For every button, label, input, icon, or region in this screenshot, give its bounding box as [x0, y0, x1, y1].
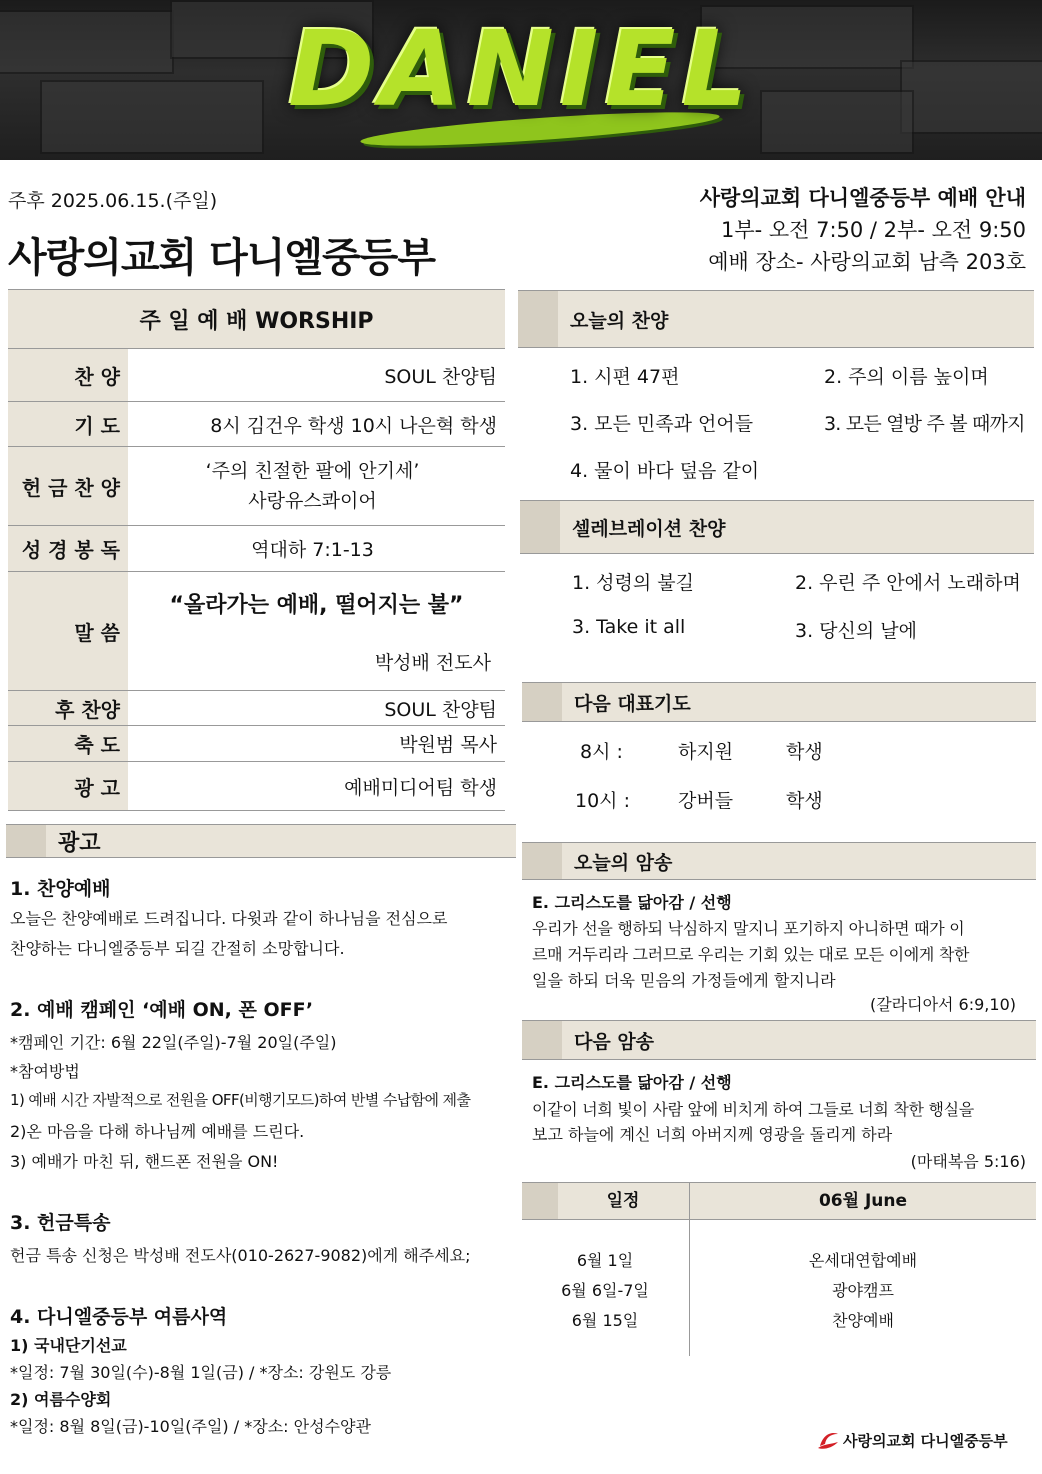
next-memory-heading	[522, 1020, 1036, 1060]
prayer-role: 학생	[786, 741, 823, 763]
prayer-role: 학생	[786, 790, 823, 812]
offering-choir: 사랑유스콰이어	[248, 490, 377, 512]
songs-heading	[518, 290, 1034, 348]
preacher: 박성배 전도사	[374, 652, 491, 674]
worship-value: 예배미디어팀 학생	[344, 776, 497, 799]
worship-label: 찬 양	[8, 349, 128, 401]
footer-logo-text: 사랑의교회 다니엘중등부	[843, 1431, 1008, 1450]
prayer-name: 하지원	[678, 741, 734, 763]
worship-value	[128, 572, 505, 690]
ad-1-title: 1. 찬양예배	[10, 878, 111, 900]
worship-value: 박원범 목사	[399, 734, 497, 756]
schedule-events	[690, 1246, 1036, 1336]
memory-subtitle: E. 그리스도를 닮아감 / 선행	[532, 893, 732, 912]
schedule-event: 찬양예배	[832, 1311, 894, 1330]
schedule-event: 광야캠프	[832, 1281, 894, 1300]
song-item: 3. 모든 열방 주 볼 때까지	[824, 413, 1025, 435]
worship-value: SOUL 찬양팀	[384, 365, 497, 388]
next-memory-line: 보고 하늘에 계신 너희 아버지께 영광을 돌리게 하라	[532, 1125, 893, 1144]
memory-heading	[522, 842, 1036, 880]
song-item: 2. 주의 이름 높이며	[824, 366, 989, 388]
worship-row-sermon	[8, 572, 505, 691]
schedule-dates	[540, 1246, 670, 1336]
song-item: 3. 모든 민족과 언어들	[570, 413, 754, 435]
ad-1-line: 오늘은 찬양예배로 드려집니다. 다윗과 같이 하나님을 전심으로	[10, 909, 448, 928]
ad-2-title: 2. 예배 캠페인 ‘예배 ON, 폰 OFF’	[10, 999, 314, 1021]
heading-notch	[6, 825, 46, 857]
heading-notch	[520, 501, 560, 553]
worship-label: 기 도	[8, 402, 128, 446]
church-flame-logo-icon	[816, 1428, 840, 1452]
worship-label: 후 찬양	[8, 691, 128, 725]
service-place: 예배 장소- 사랑의교회 남측 203호	[708, 250, 1026, 274]
worship-row-after-praise	[8, 691, 505, 726]
songs-heading-label: 오늘의 찬양	[570, 309, 669, 332]
next-memory-reference: (마태복음 5:16)	[910, 1152, 1026, 1171]
sermon-title: “올라가는 예배, 떨어지는 불”	[169, 593, 464, 618]
memory-line: 일을 하되 더욱 믿음의 가정들에게 할지니라	[532, 971, 836, 990]
ad-2-line: *캠페인 기간: 6월 22일(주일)-7월 20일(주일)	[10, 1033, 337, 1052]
ad-4-subtitle: 1) 국내단기선교	[10, 1336, 127, 1355]
banner	[0, 0, 1042, 160]
ad-4-subtitle: 2) 여름수양회	[10, 1390, 112, 1409]
ad-2-line: 1) 예배 시간 자발적으로 전원을 OFF(비행기모드)하여 반별 수납함에 제출	[10, 1091, 471, 1109]
service-info-title: 사랑의교회 다니엘중등부 예배 안내	[699, 186, 1026, 210]
schedule-date: 6월 6일-7일	[561, 1281, 649, 1300]
ad-1-line: 찬양하는 다니엘중등부 되길 간절히 소망합니다.	[10, 939, 345, 958]
ad-2-line: 2)온 마음을 다해 하나님께 예배를 드린다.	[10, 1122, 305, 1141]
worship-label: 헌 금 찬 양	[8, 447, 128, 525]
schedule-month-heading: 06월 June	[818, 1191, 908, 1211]
schedule-date-heading: 일정	[606, 1191, 640, 1211]
heading-notch	[518, 291, 558, 347]
celebration-song: 2. 우린 주 안에서 노래하며	[795, 572, 1021, 594]
worship-row-praise	[8, 349, 505, 402]
ads-heading-label: 광고	[58, 830, 101, 856]
prayer-time: 8시 :	[580, 741, 623, 763]
next-memory-heading-label: 다음 암송	[574, 1030, 655, 1053]
worship-value	[128, 447, 505, 525]
banner-logo: DANIEL	[288, 8, 754, 130]
next-memory-subtitle: E. 그리스도를 닮아감 / 선행	[532, 1073, 732, 1092]
service-date: 주후 2025.06.15.(주일)	[8, 190, 218, 212]
song-item: 4. 물이 바다 덮음 같이	[570, 460, 760, 482]
ad-2-line: 3) 예배가 마친 뒤, 핸드폰 전원을 ON!	[10, 1152, 279, 1171]
worship-value: SOUL 찬양팀	[384, 698, 497, 721]
ad-2-line: *참여방법	[10, 1062, 80, 1081]
ad-4-line: *일정: 7월 30일(수)-8월 1일(금) / *장소: 강원도 강릉	[10, 1363, 392, 1382]
worship-value: 8시 김건우 학생 10시 나은혁 학생	[210, 414, 497, 437]
schedule-date: 6월 15일	[571, 1311, 639, 1330]
worship-row-reading	[8, 526, 505, 572]
worship-label: 축 도	[8, 726, 128, 761]
worship-label: 말 씀	[8, 572, 128, 690]
schedule-event: 온세대연합예배	[808, 1251, 918, 1270]
worship-label: 광 고	[8, 762, 128, 810]
worship-heading: 주 일 예 배 WORSHIP	[8, 289, 505, 349]
worship-row-announcements	[8, 762, 505, 811]
ads-heading	[6, 824, 516, 858]
heading-notch	[522, 683, 562, 721]
ad-3-line: 헌금 특송 신청은 박성배 전도사(010-2627-9082)에게 해주세요;	[10, 1246, 471, 1265]
memory-line: 르매 거두리라 그러므로 우리는 기회 있는 대로 모든 이에게 착한	[532, 945, 970, 964]
song-item: 1. 시편 47편	[570, 366, 680, 388]
ad-3-title: 3. 헌금특송	[10, 1212, 111, 1234]
worship-value: 역대하 7:1-13	[251, 539, 374, 561]
memory-line: 우리가 선을 행하되 낙심하지 말지니 포기하지 아니하면 때가 이	[532, 919, 965, 938]
worship-table	[8, 289, 505, 811]
footer-logo	[816, 1428, 1008, 1452]
offering-song: ‘주의 친절한 팔에 안기세’	[205, 460, 420, 482]
heading-notch	[522, 1021, 562, 1059]
page-title: 사랑의교회 다니엘중등부	[8, 235, 435, 281]
prayer-name: 강버들	[678, 790, 734, 812]
worship-row-benediction	[8, 726, 505, 762]
ad-4-title: 4. 다니엘중등부 여름사역	[10, 1306, 228, 1328]
worship-row-offering	[8, 447, 505, 526]
celebration-song: 3. Take it all	[572, 616, 686, 638]
celebration-heading-label: 셀레브레이션 찬양	[572, 517, 726, 540]
service-times: 1부- 오전 7:50 / 2부- 오전 9:50	[720, 218, 1026, 242]
memory-reference: (갈라디아서 6:9,10)	[869, 995, 1016, 1014]
celebration-heading	[520, 500, 1034, 554]
worship-label: 성 경 봉 독	[8, 526, 128, 571]
memory-heading-label: 오늘의 암송	[574, 851, 673, 874]
next-prayer-heading-label: 다음 대표기도	[574, 692, 691, 715]
ad-4-line: *일정: 8월 8일(금)-10일(주일) / *장소: 안성수양관	[10, 1417, 371, 1436]
schedule-date: 6월 1일	[576, 1251, 634, 1270]
celebration-song: 3. 당신의 날에	[795, 620, 917, 642]
heading-notch	[522, 1183, 558, 1219]
celebration-song: 1. 성령의 불길	[572, 572, 694, 594]
next-prayer-heading	[522, 682, 1036, 722]
next-memory-line: 이같이 너희 빛이 사람 앞에 비치게 하여 그들로 너희 착한 행실을	[532, 1100, 974, 1119]
heading-notch	[522, 843, 562, 879]
worship-row-prayer	[8, 402, 505, 447]
schedule-header	[522, 1182, 1036, 1220]
prayer-time: 10시 :	[575, 790, 630, 812]
